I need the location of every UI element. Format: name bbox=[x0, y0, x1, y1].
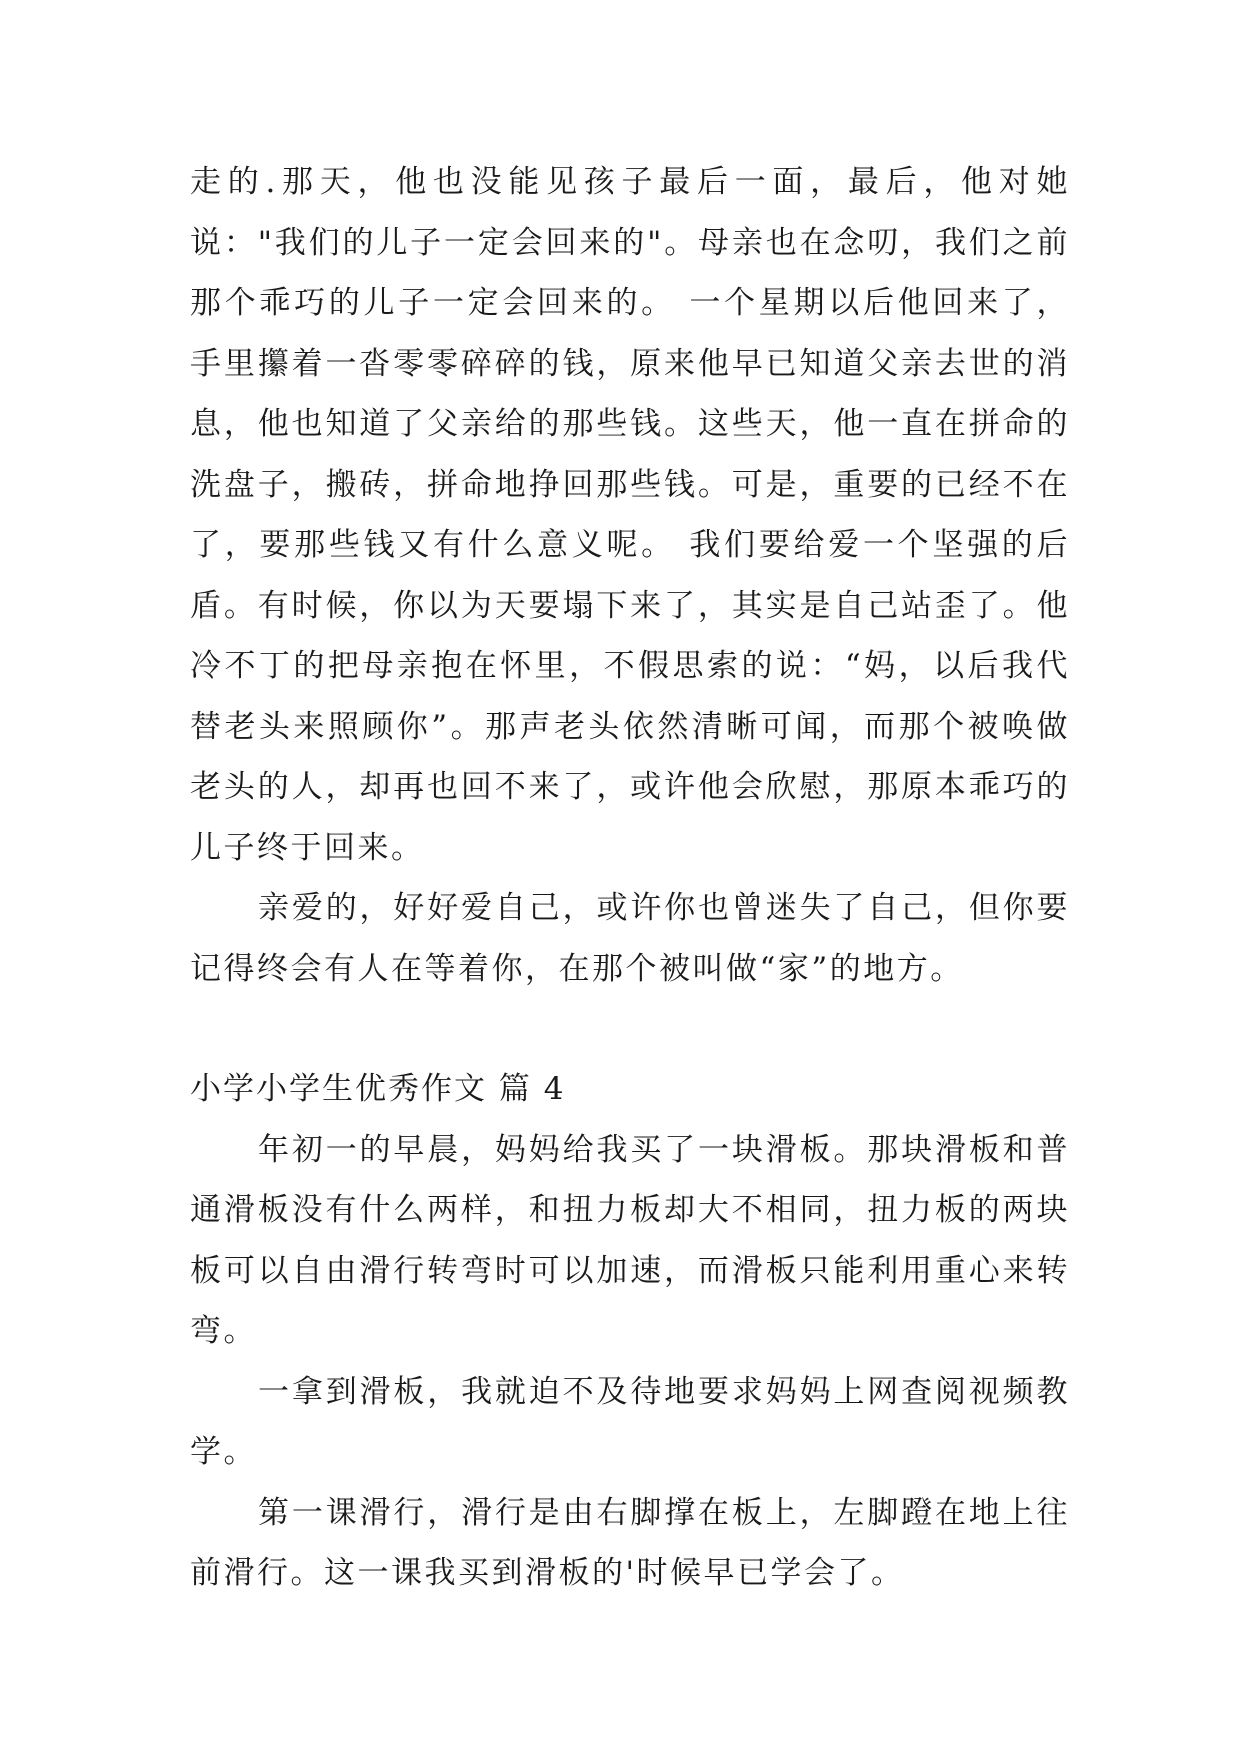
document-body bbox=[190, 152, 1070, 1604]
section-paragraph-1: 年初一的早晨，妈妈给我买了一块滑板。那块滑板和普通滑板没有什么两样，和扭力板却大不相同，扭力板的两块板可以自由滑行转弯时可以加速，而滑板只能利用重心来转弯。 bbox=[190, 1131, 1070, 1349]
section-paragraph-2: 一拿到滑板，我就迫不及待地要求妈妈上网查阅视频教学。 bbox=[190, 1373, 1070, 1470]
section-heading: 小学小学生优秀作文 篇 4 bbox=[190, 1071, 566, 1107]
body-paragraph-1: 走的.那天，他也没能见孩子最后一面，最后，他对她说："我们的儿子一定会回来的"。母亲也在念叨，我们之前那个乖巧的儿子一定会回来的。 一个星期以后他回来了，手里攥着一沓零零碎碎的钱，原来他早已知道父亲去世的消息，他也知道了父亲给的那些钱。这些天，他一直在拼命的洗盘子，搬砖，拼命地挣回那些钱。可是，重要的已经不在了，要那些钱又有什么意义呢。 我们要给爱一个坚强的后盾。有时候，你以为天要塌下来了，其实是自己站歪了。他冷不丁的把母亲抱在怀里，不假思索的说：“妈，以后我代替老头来照顾你”。那声老头依然清晰可闻，而那个被唤做老头的人，却再也回不来了，或许他会欣慰，那原本乖巧的儿子终于回来。 bbox=[190, 164, 1070, 866]
section-paragraph-3: 第一课滑行，滑行是由右脚撑在板上，左脚蹬在地上往前滑行。这一课我买到滑板的'时候早已学会了。 bbox=[190, 1494, 1070, 1591]
body-paragraph-2: 亲爱的，好好爱自己，或许你也曾迷失了自己，但你要记得终会有人在等着你，在那个被叫做“家”的地方。 bbox=[190, 890, 1070, 987]
